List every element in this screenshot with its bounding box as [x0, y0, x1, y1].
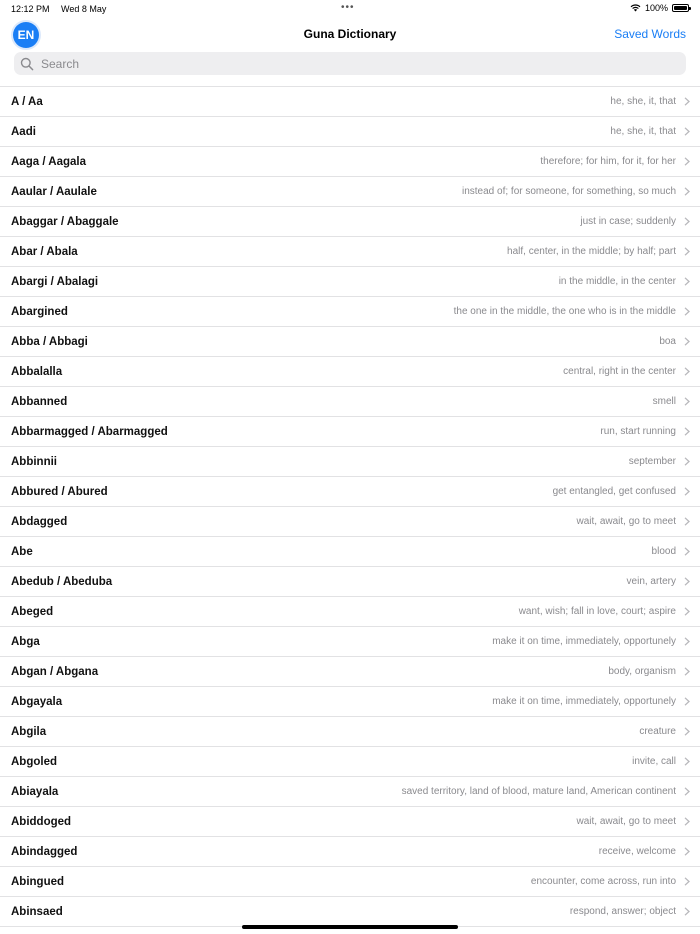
chevron-right-icon: [683, 577, 691, 586]
list-item[interactable]: [0, 897, 700, 927]
entry-definition: just in case; suddenly: [580, 216, 676, 227]
entry-term: Abgila: [11, 725, 47, 738]
chevron-right-icon: [683, 247, 691, 256]
entry-definition: want, wish; fall in love, court; aspire: [518, 606, 676, 617]
entry-term: Abindagged: [11, 845, 78, 858]
list-item[interactable]: [0, 447, 700, 477]
chevron-right-icon: [683, 637, 691, 646]
list-item[interactable]: [0, 777, 700, 807]
entry-term: Aadi: [11, 125, 36, 138]
chevron-right-icon: [683, 367, 691, 376]
entry-term: Abgayala: [11, 695, 63, 708]
entry-definition: encounter, come across, run into: [530, 876, 676, 887]
entry-term: A / Aa: [11, 95, 43, 108]
entry-term: Abbured / Abured: [11, 485, 108, 498]
entry-term: Abiddoged: [11, 815, 72, 828]
status-right: [630, 3, 689, 13]
entry-term: Abga: [11, 635, 40, 648]
list-item[interactable]: [0, 87, 700, 117]
page-title: Guna Dictionary: [303, 27, 397, 41]
list-item[interactable]: [0, 687, 700, 717]
list-item[interactable]: [0, 537, 700, 567]
list-item[interactable]: [0, 507, 700, 537]
entry-term: Abargined: [11, 305, 68, 318]
list-item[interactable]: [0, 147, 700, 177]
chevron-right-icon: [683, 487, 691, 496]
chevron-right-icon: [683, 277, 691, 286]
entry-definition: half, center, in the middle; by half; part: [507, 246, 676, 257]
entry-definition: september: [628, 456, 676, 467]
entry-definition: vein, artery: [626, 576, 676, 587]
status-date: Wed 8 May: [61, 4, 107, 14]
list-item[interactable]: [0, 267, 700, 297]
battery-fill: [674, 6, 687, 10]
chevron-right-icon: [683, 217, 691, 226]
status-bar: [0, 0, 700, 18]
entry-term: Abedub / Abeduba: [11, 575, 113, 588]
entry-definition: wait, await, go to meet: [576, 516, 676, 527]
dictionary-list[interactable]: [0, 86, 700, 927]
entry-definition: instead of; for someone, for something, so much: [462, 186, 676, 197]
entry-term: Abbanned: [11, 395, 68, 408]
status-left: [11, 4, 115, 14]
list-item[interactable]: [0, 747, 700, 777]
list-item[interactable]: [0, 717, 700, 747]
entry-term: Abingued: [11, 875, 65, 888]
chevron-right-icon: [683, 757, 691, 766]
entry-definition: respond, answer; object: [569, 906, 676, 917]
chevron-right-icon: [683, 727, 691, 736]
search-icon: [20, 57, 34, 71]
entry-term: Abe: [11, 545, 33, 558]
home-indicator[interactable]: [242, 925, 458, 929]
wifi-icon: [630, 4, 641, 12]
chevron-right-icon: [683, 97, 691, 106]
list-item[interactable]: [0, 627, 700, 657]
entry-definition: run, start running: [600, 426, 676, 437]
entry-term: Abinsaed: [11, 905, 63, 918]
chevron-right-icon: [683, 697, 691, 706]
entry-term: Abeged: [11, 605, 54, 618]
list-item[interactable]: [0, 597, 700, 627]
list-item[interactable]: [0, 867, 700, 897]
entry-term: Abiayala: [11, 785, 59, 798]
list-item[interactable]: [0, 207, 700, 237]
chevron-right-icon: [683, 547, 691, 556]
entry-definition: get entangled, get confused: [552, 486, 676, 497]
entry-definition: make it on time, immediately, opportunely: [492, 636, 676, 647]
chevron-right-icon: [683, 127, 691, 136]
entry-definition: central, right in the center: [563, 366, 676, 377]
battery-percent: 100%: [644, 3, 668, 13]
chevron-right-icon: [683, 847, 691, 856]
chevron-right-icon: [683, 607, 691, 616]
chevron-right-icon: [683, 397, 691, 406]
chevron-right-icon: [683, 907, 691, 916]
entry-term: Abbinnii: [11, 455, 57, 468]
list-item[interactable]: [0, 237, 700, 267]
multitasking-dots-icon[interactable]: •••: [341, 2, 355, 13]
entry-term: Abbalalla: [11, 365, 63, 378]
list-item[interactable]: [0, 297, 700, 327]
entry-term: Abgan / Abgana: [11, 665, 99, 678]
entry-definition: he, she, it, that: [610, 126, 676, 137]
entry-definition: in the middle, in the center: [558, 276, 676, 287]
list-item[interactable]: [0, 477, 700, 507]
entry-term: Aaular / Aaulale: [11, 185, 97, 198]
entry-definition: body, organism: [608, 666, 676, 677]
chevron-right-icon: [683, 787, 691, 796]
entry-definition: smell: [652, 396, 676, 407]
entry-term: Abbarmagged / Abarmagged: [11, 425, 168, 438]
entry-definition: the one in the middle, the one who is in the middle: [453, 306, 676, 317]
list-item[interactable]: [0, 357, 700, 387]
entry-term: Abdagged: [11, 515, 68, 528]
list-item[interactable]: [0, 177, 700, 207]
chevron-right-icon: [683, 427, 691, 436]
list-item[interactable]: [0, 117, 700, 147]
chevron-right-icon: [683, 667, 691, 676]
list-item[interactable]: [0, 807, 700, 837]
entry-term: Abargi / Abalagi: [11, 275, 99, 288]
battery-icon: [672, 4, 689, 12]
entry-definition: receive, welcome: [598, 846, 676, 857]
entry-definition: invite, call: [632, 756, 676, 767]
navigation-bar: [0, 20, 700, 50]
list-item[interactable]: [0, 657, 700, 687]
chevron-right-icon: [683, 517, 691, 526]
list-item[interactable]: [0, 417, 700, 447]
entry-term: Abba / Abbagi: [11, 335, 88, 348]
list-item[interactable]: [0, 327, 700, 357]
chevron-right-icon: [683, 877, 691, 886]
entry-definition: boa: [659, 336, 676, 347]
chevron-right-icon: [683, 187, 691, 196]
chevron-right-icon: [683, 337, 691, 346]
entry-term: Aaga / Aagala: [11, 155, 86, 168]
list-item[interactable]: [0, 837, 700, 867]
saved-words-button[interactable]: Saved Words: [614, 27, 686, 41]
chevron-right-icon: [683, 157, 691, 166]
chevron-right-icon: [683, 457, 691, 466]
status-time: 12:12 PM: [11, 4, 50, 14]
entry-definition: blood: [651, 546, 676, 557]
entry-definition: saved territory, land of blood, mature land, American continent: [401, 786, 676, 797]
entry-definition: make it on time, immediately, opportunely: [492, 696, 676, 707]
entry-term: Abaggar / Abaggale: [11, 215, 119, 228]
entry-definition: wait, await, go to meet: [576, 816, 676, 827]
entry-definition: therefore; for him, for it, for her: [540, 156, 676, 167]
search-input[interactable]: [39, 56, 663, 72]
list-item[interactable]: [0, 567, 700, 597]
chevron-right-icon: [683, 307, 691, 316]
entry-definition: creature: [639, 726, 676, 737]
chevron-right-icon: [683, 817, 691, 826]
list-item[interactable]: [0, 387, 700, 417]
entry-term: Abar / Abala: [11, 245, 78, 258]
entry-definition: he, she, it, that: [610, 96, 676, 107]
language-button[interactable]: EN: [13, 22, 39, 48]
search-bar[interactable]: [14, 52, 686, 75]
entry-term: Abgoled: [11, 755, 57, 768]
